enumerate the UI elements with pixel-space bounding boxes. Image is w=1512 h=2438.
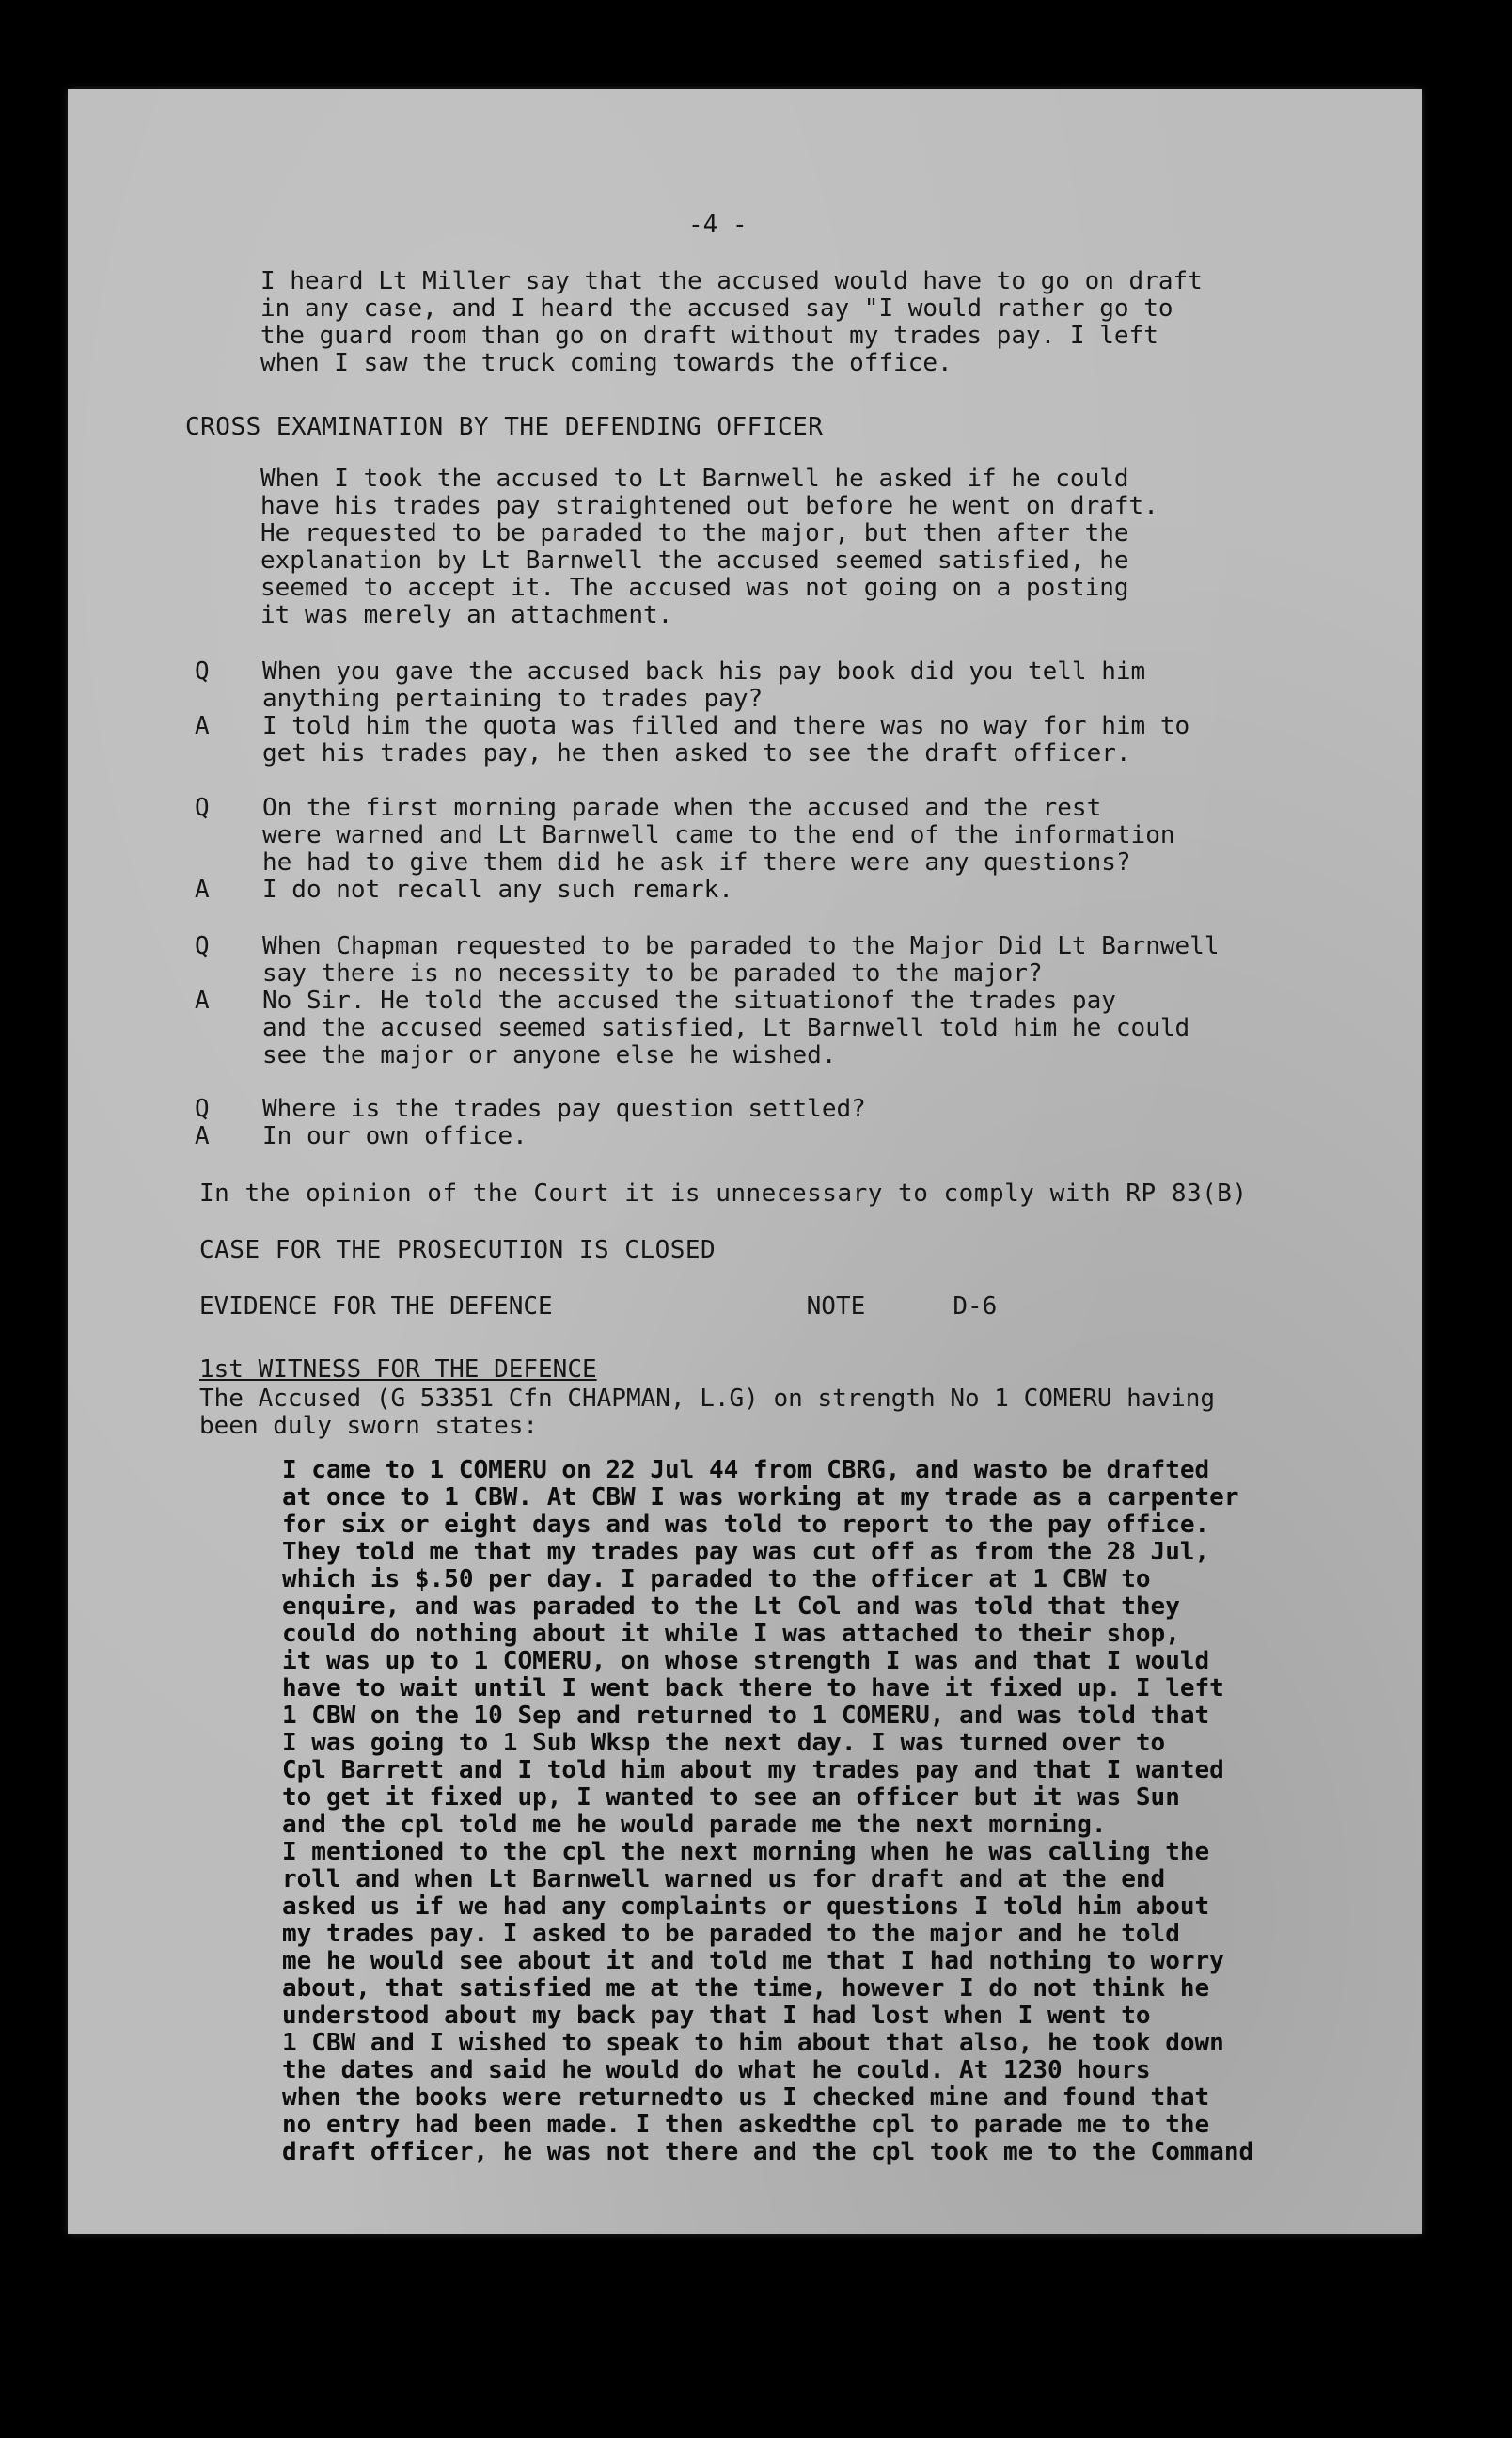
question-text: Where is the trades pay question settled? xyxy=(262,1095,866,1123)
cross-examination-paragraph: When I took the accused to Lt Barnwell he asked if he could have his trades pay straightened out before he went on draft. He requested to be paraded to the major, but then after the explanation by Lt Barnwell the accused seemed satisfied, he seemed to accept it. The accused was not going on a posting it was merely an attachment. xyxy=(260,465,1158,629)
question-text: On the first morning parade when the accused and the rest were warned and Lt Barnwell came to the end of the information he had to give them did he ask if there were any questions? xyxy=(262,794,1175,877)
qa-block xyxy=(195,1096,1417,1150)
answer-label: A xyxy=(195,712,210,740)
witness-intro: The Accused (G 53351 Cfn CHAPMAN, L.G) on strength No 1 COMERU having been duly sworn states: xyxy=(199,1385,1216,1440)
prosecution-closed-heading: CASE FOR THE PROSECUTION IS CLOSED xyxy=(199,1236,717,1264)
qa-block xyxy=(195,933,1417,1069)
witness-heading: 1st WITNESS FOR THE DEFENCE xyxy=(199,1355,597,1384)
defence-heading: EVIDENCE FOR THE DEFENCE xyxy=(199,1292,553,1321)
answer-text: No Sir. He told the accused the situationof the trades pay and the accused seemed satisfied, Lt Barnwell told him he could see the major or anyone else he wished. xyxy=(262,987,1190,1069)
question-text: When you gave the accused back his pay book did you tell him anything pertaining to trades pay? xyxy=(262,657,1146,713)
question-label: Q xyxy=(195,1095,210,1123)
witness-testimony: I came to 1 COMERU on 22 Jul 44 from CBRG, and wasto be drafted at once to 1 CBW. At CBW I was working at my trade as a carpenter for six or eight days and was told to report to the pay office. They told me that my trades pay was cut off as from the 28 Jul, which is $.50 per day. I paraded to the officer at 1 CBW to enquire, and was paraded to the Lt Col and was told that they could do nothing about it while I was attached to their shop, it was up to 1 COMERU, on whose strength I was and that I would have to wait until I went back there to have it fixed up. I left 1 CBW on the 10 Sep and returned to 1 COMERU, and was told that I was going to 1 Sub Wksp the next day. I was turned over to Cpl Barrett and I told him about my trades pay and that I wanted to get it fixed up, I wanted to see an officer but it was Sun and the cpl told me he would parade me the next morning. I mentioned to the cpl the next morning when he was calling the roll and when Lt Barnwell warned us for draft and at the end asked us if we had any complaints or questions I told him about my trades pay. I asked to be paraded to the major and he told me he would see about it and told me that I had nothing to worry about, that satisfied me at the time, however I do not think he understood about my back pay that I had lost when I went to 1 CBW and I wished to speak to him about that also, he took down the dates and said he would do what he could. At 1230 hours when the books were returnedto us I checked mine and found that no entry had been made. I then askedthe cpl to parade me to the draft officer, he was not there and the cpl took me to the Command xyxy=(282,1456,1254,2166)
question-label: Q xyxy=(195,794,210,822)
question-label: Q xyxy=(195,657,210,686)
defence-heading-row xyxy=(199,1293,997,1321)
page-number: -4 - xyxy=(688,211,748,239)
question-label: Q xyxy=(195,932,210,960)
answer-label: A xyxy=(195,1122,210,1150)
document-page xyxy=(68,89,1422,2234)
note-label: NOTE xyxy=(806,1292,866,1321)
answer-text: In our own office. xyxy=(262,1122,528,1150)
note-value: D-6 xyxy=(953,1292,998,1321)
answer-label: A xyxy=(195,876,210,904)
cross-examination-heading: CROSS EXAMINATION BY THE DEFENDING OFFICER xyxy=(185,413,824,441)
opening-paragraph: I heard Lt Miller say that the accused would have to go on draft in any case, and I heard the accused say "I would rather go to the guard room than go on draft without my trades pay. I left when I saw the truck coming towards the office. xyxy=(260,267,1203,377)
answer-label: A xyxy=(195,987,210,1015)
answer-text: I do not recall any such remark. xyxy=(262,876,733,904)
qa-block xyxy=(195,795,1417,904)
answer-text: I told him the quota was filled and there was no way for him to get his trades pay, he then asked to see the draft officer. xyxy=(262,712,1190,768)
qa-block xyxy=(195,658,1417,768)
question-text: When Chapman requested to be paraded to the Major Did Lt Barnwell say there is no necessity to be paraded to the major? xyxy=(262,932,1220,988)
court-opinion: In the opinion of the Court it is unnecessary to comply with RP 83(B) xyxy=(199,1179,1248,1208)
